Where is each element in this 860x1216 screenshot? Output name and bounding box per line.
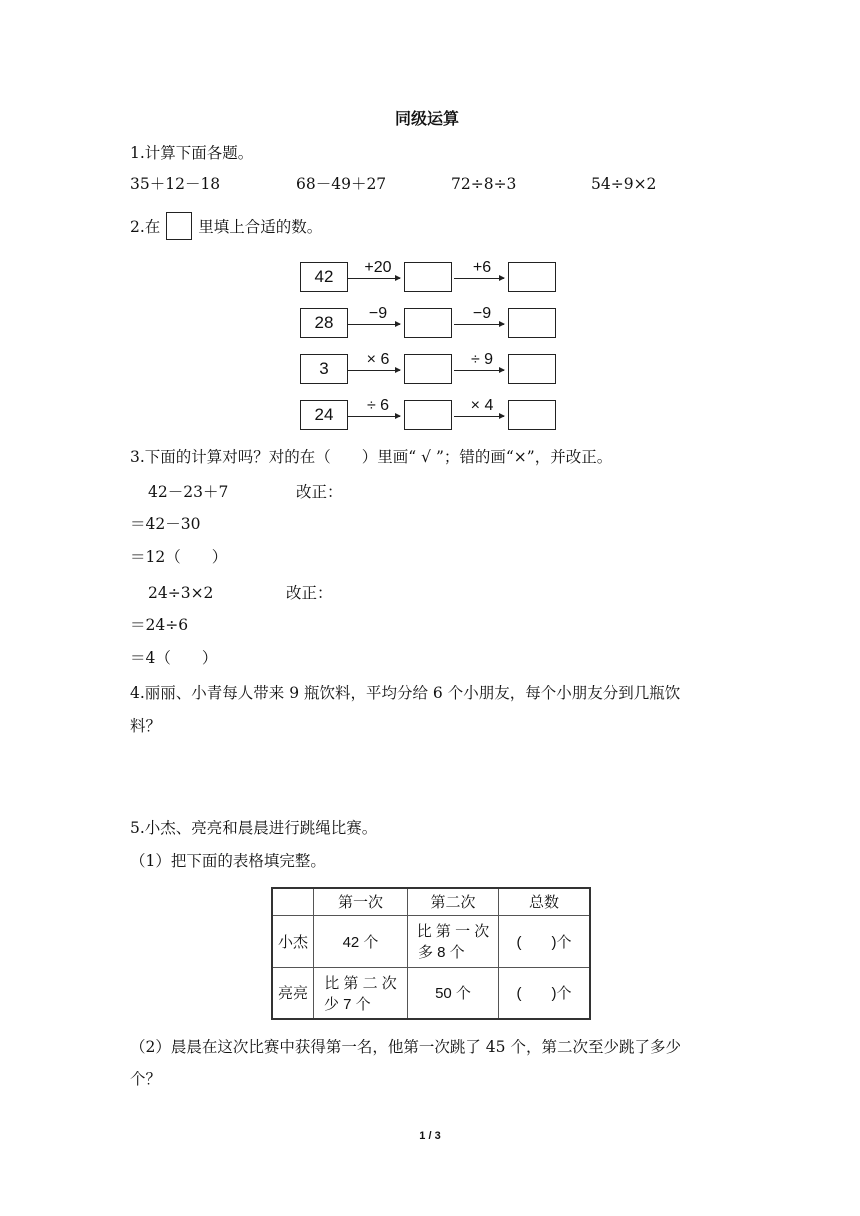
arrow-icon [454,324,504,325]
second-count [408,915,499,967]
q4-text: 料？ [130,717,162,735]
q1-item: 35＋12－18 [130,175,221,193]
operation-label: × 4 [470,397,494,414]
q1-item: 54÷9×2 [591,175,657,193]
q5-prompt: 5.小杰、亮亮和晨晨进行跳绳比赛。 [130,819,378,837]
start-number: 3 [300,354,348,384]
q1-item: 72÷8÷3 [451,175,517,193]
arrow-icon [348,370,400,371]
cell-line: 多 8 个 [418,944,465,961]
q3b-step: ＝4（ ） [130,649,218,667]
operation-label: −9 [368,305,388,322]
q4-text: 4.丽丽、小青每人带来 9 瓶饮料，平均分给 6 个小朋友，每个小朋友分到几瓶饮 [130,684,681,702]
q3a-expression: 42－23＋7 [148,483,229,501]
score-table [271,887,591,1020]
q3a-step: ＝12（ ） [130,548,228,566]
first-count [314,967,408,1019]
q3b-expression: 24÷3×2 [148,584,214,602]
q3b-step: ＝24÷6 [130,616,189,634]
arrow-icon [348,416,400,417]
page-number: 1 / 3 [419,1130,441,1142]
operation-label: ÷ 9 [470,351,494,368]
operation-label: +20 [364,259,392,276]
q5-sub2: （2）晨晨在这次比赛中获得第一名，他第一次跳了 45 个，第二次至少跳了多少 [130,1038,681,1056]
start-number: 28 [300,308,348,338]
start-number: 42 [300,262,348,292]
table-header-row [272,888,590,915]
arrow-icon [348,324,400,325]
q5-sub2: 个？ [130,1070,162,1088]
cell-line: 比 第 二 次 [324,974,397,992]
q5-sub1: （1）把下面的表格填完整。 [130,852,326,870]
operation-label: −9 [472,305,492,322]
answer-box[interactable] [508,354,556,384]
q1-item: 68－49＋27 [296,175,387,193]
answer-box[interactable] [508,400,556,430]
table-row [272,967,590,1019]
answer-box-icon [166,212,192,240]
arrow-icon [454,278,504,279]
q3b-fix-label: 改正： [286,584,333,602]
q2-prompt-after: 里填上合适的数。 [198,218,323,236]
table-header: 第一次 [314,888,408,915]
q2-prompt [130,214,322,242]
table-header: 第二次 [408,888,499,915]
answer-box[interactable] [404,308,452,338]
q3a-step: ＝42－30 [130,515,201,533]
answer-box[interactable] [508,262,556,292]
answer-box[interactable] [404,400,452,430]
q2-prompt-before: 2.在 [130,218,161,236]
arrow-icon [454,416,504,417]
arrow-icon [454,370,504,371]
operation-label: +6 [472,259,492,276]
table-row [272,915,590,967]
table-header: 总数 [499,888,591,915]
start-number: 24 [300,400,348,430]
arrow-icon [348,278,400,279]
operation-flow-diagram [290,254,560,436]
second-count: 50 个 [408,967,499,1019]
answer-box[interactable] [404,262,452,292]
page-title: 同级运算 [395,109,460,128]
operation-label: ÷ 6 [366,397,390,414]
q3-prompt: 3.下面的计算对吗？对的在（ ）里画“ √ ”；错的画“×”，并改正。 [130,448,613,466]
answer-box[interactable] [508,308,556,338]
first-count: 42 个 [314,915,408,967]
table-header [272,888,314,915]
answer-box[interactable] [404,354,452,384]
cell-line: 比 第 一 次 [416,923,490,940]
cell-line: 少 7 个 [324,995,371,1013]
q3a-fix-label: 改正： [296,483,343,501]
total-blank[interactable]: ( )个 [499,967,591,1019]
operation-label: × 6 [366,351,390,368]
total-blank[interactable]: ( )个 [499,915,591,967]
row-name: 小杰 [272,915,314,967]
row-name: 亮亮 [272,967,314,1019]
q1-prompt: 1.计算下面各题。 [130,144,254,162]
